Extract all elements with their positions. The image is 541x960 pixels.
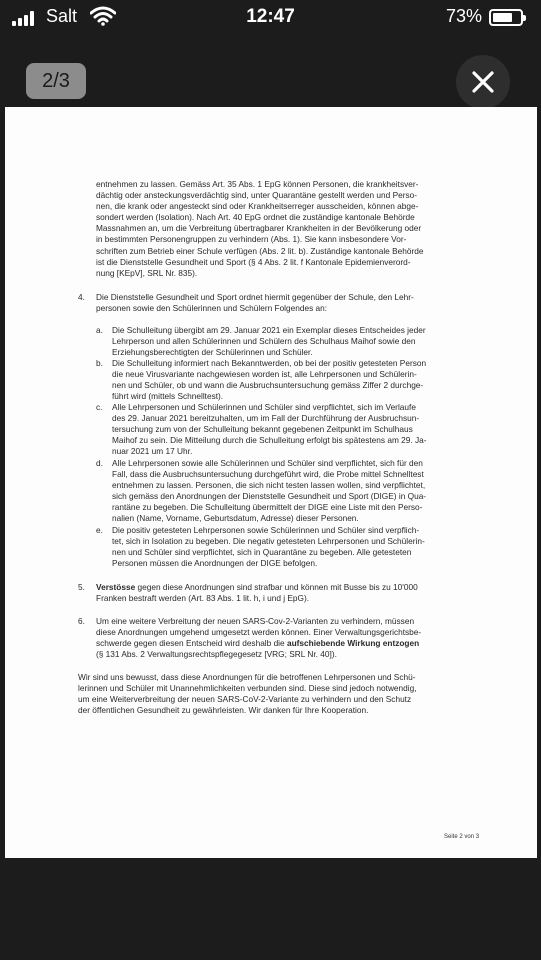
text-line: lerinnen und Schüler mit Unannehmlichkeiten verbunden sind. Diese sind jedoch notwendig, (78, 683, 417, 694)
text-line: sich gemäss den Anordnungen der Dienststelle Gesundheit und Sport (DIGE) in Qua- (112, 491, 427, 502)
text-line: ist die Dienststelle Gesundheit und Sport (§ 4 Abs. 2 lit. f Kantonale Epidemienverord- (96, 256, 411, 267)
text-line: diese Anordnungen umgehend umgesetzt werden können. Einer Verwaltungsgerichtsbe- (96, 627, 422, 638)
text-line (96, 582, 418, 593)
text-line: Lehrperson und allen Schülerinnen und Schülern des Schulhaus Maihof sowie den (112, 336, 416, 347)
clock: 12:47 (246, 6, 295, 27)
battery-terminal (523, 15, 526, 21)
text-line: entnehmen zu lassen. Gemäss Art. 35 Abs. 1 EpG können Personen, die krankheitsver- (96, 179, 419, 189)
text-line: (§ 131 Abs. 2 Verwaltungsrechtspflegegesetz [VRG; SRL Nr. 40]). (96, 649, 337, 660)
status-bar (0, 0, 541, 36)
text-run: gegen diese Anordnungen sind strafbar und können mit Busse bis zu 10'000 (135, 582, 418, 592)
text-line: rantäne zu begeben. Die Schulleitung übermittelt der DIGE eine Liste mit den Perso- (112, 502, 423, 513)
item-4 (96, 292, 414, 314)
subitem-letter: e. (96, 525, 103, 535)
text-line (96, 638, 421, 649)
text-line: entnehmen zu lassen. Personen, die sich nicht testen lassen wollen, sind verpflichtet, (112, 480, 426, 491)
subitem-b (112, 358, 426, 402)
subitem-letter: d. (96, 458, 103, 468)
text-line: um eine Weiterverbreitung der neuen SARS-CoV-2-Variante zu verhindern und den Schutz (78, 694, 412, 705)
item-number: 5. (78, 582, 85, 592)
text-line: nen und Schüler sind verpflichtet, sich in Quarantäne zu begeben. Alle getesteten (112, 547, 412, 558)
text-line: Die Schulleitung informiert nach Bekanntwerden, ob bei der positiv getesteten Person (112, 358, 427, 368)
text-line: Personen müssen die Anordnungen der DIGE befolgen. (112, 558, 318, 569)
text-line: nung [KEpV], SRL Nr. 835). (96, 267, 198, 278)
text-line: personen sowie den Schülerinnen und Schülern Folgendes an: (96, 303, 328, 314)
text-line: des 29. Januar 2021 bereitzuhalten, um im Fall der Durchführung der Ausbruchsun- (112, 413, 420, 424)
text-line: Franken bestraft werden (Art. 83 Abs. 1 lit. h, i und j EpG). (96, 593, 310, 604)
subitem-letter: c. (96, 402, 103, 412)
text-line: Wir sind uns bewusst, dass diese Anordnungen für die betroffenen Lehrpersonen und Schü- (78, 672, 416, 682)
text-line: Um eine weitere Verbreitung der neuen SARS-Cov-2-Varianten zu verhindern, müssen (96, 616, 415, 626)
intro-paragraph (96, 179, 423, 279)
text-line: nen, die krank oder angesteckt sind oder Krankheitserreger ausscheiden, können abge- (96, 201, 419, 212)
text-line: schriften zum Betrieb einer Schule verfügen (Abs. 2 lit. b). Zuständige kantonale Behörde (96, 245, 424, 256)
text-line: führt wird (mittels Schnelltest). (112, 391, 224, 402)
text-line: der öffentlichen Gesundheit zu gewährleisten. Wir danken für Ihre Kooperation. (78, 705, 369, 716)
bold-term: Verstösse (96, 582, 136, 592)
text-line: Erziehungsberechtigten der Schülerinnen und Schüler. (112, 347, 313, 358)
subitem-c (112, 402, 427, 457)
battery-icon (489, 9, 523, 26)
battery-fill (493, 13, 512, 22)
subitem-letter: a. (96, 325, 103, 335)
carrier-label: Salt (46, 6, 78, 26)
text-line: in bestimmten Personengruppen zu verhindern (Abs. 1). Sie kann insbesondere Vor- (96, 234, 407, 245)
item-number: 4. (78, 292, 85, 302)
text-line: Die Schulleitung übergibt am 29. Januar 2021 ein Exemplar dieses Entscheides jeder (112, 325, 426, 335)
subitem-letter: b. (96, 358, 103, 368)
page-footer: Seite 2 von 3 (444, 834, 480, 840)
battery-percent: 73% (446, 6, 483, 26)
item-5 (96, 582, 418, 604)
text-line: tet, sich in Isolation zu begeben. Die negativ getesteten Lehrpersonen und Schülerin- (112, 536, 425, 547)
item-6 (96, 616, 421, 660)
text-line: Die Dienststelle Gesundheit und Sport ordnet hiermit gegenüber der Schule, den Lehr- (96, 292, 414, 302)
text-line: sondert werden (Isolation). Nach Art. 40 EpG ordnet die zuständige kantonale Behörde (96, 212, 415, 223)
text-line: nuar 2021 um 17 Uhr. (112, 446, 193, 457)
subitem-a (112, 325, 426, 358)
text-line: Alle Lehrpersonen sowie alle Schülerinnen und Schüler sind verpflichtet, sich für den (112, 458, 423, 468)
close-button[interactable] (456, 55, 510, 109)
page-counter: 2/3 (26, 63, 86, 99)
text-run: schwerde gegen diesen Entscheid wird deshalb die (96, 638, 287, 649)
subitem-d (112, 458, 426, 525)
item-number: 6. (78, 616, 85, 626)
text-line: nen und Schüler, ob und wann die Ausbruchsuntersuchung gemäss Ziffer 2 durchge- (112, 380, 424, 391)
text-line: nalien (Name, Vorname, Geburtsdatum, Adresse) dieser Personen. (112, 513, 359, 524)
text-line: Die positiv getesteten Lehrpersonen sowie Schülerinnen und Schüler sind verpflich- (112, 525, 420, 535)
text-line: Alle Lehrpersonen und Schülerinnen und Schüler sind verpflichtet, sich im Verlaufe (112, 402, 416, 412)
bold-term: aufschiebende Wirkung entzogen (286, 638, 420, 649)
text-line: dächtig oder ansteckungsverdächtig sind, unter Quarantäne gestellt werden und Perso- (96, 190, 418, 201)
text-line: die neue Virusvariante nachgewiesen worden ist, alle Lehrpersonen und Schülerin- (112, 369, 417, 380)
subitem-e (112, 525, 425, 569)
text-line: Fall, dass die Ausbruchsuntersuchung durchgeführt wird, die Probe mittel Schnelltest (112, 469, 424, 480)
document-page[interactable] (5, 107, 537, 858)
closing-paragraph (78, 672, 417, 716)
text-line: Massnahmen an, um die Verbreitung übertragbarer Krankheiten in der Bevölkerung oder (96, 223, 422, 234)
close-icon (471, 70, 495, 94)
text-line: tersuchung zum von der Schulleitung bekannt gegebenen Zeitpunkt im Schulhaus (112, 424, 413, 435)
text-line: Maihof zu sein. Die Mitteilung durch die Schulleitung erfolgt bis spätestens am 29. Ja- (112, 435, 427, 446)
